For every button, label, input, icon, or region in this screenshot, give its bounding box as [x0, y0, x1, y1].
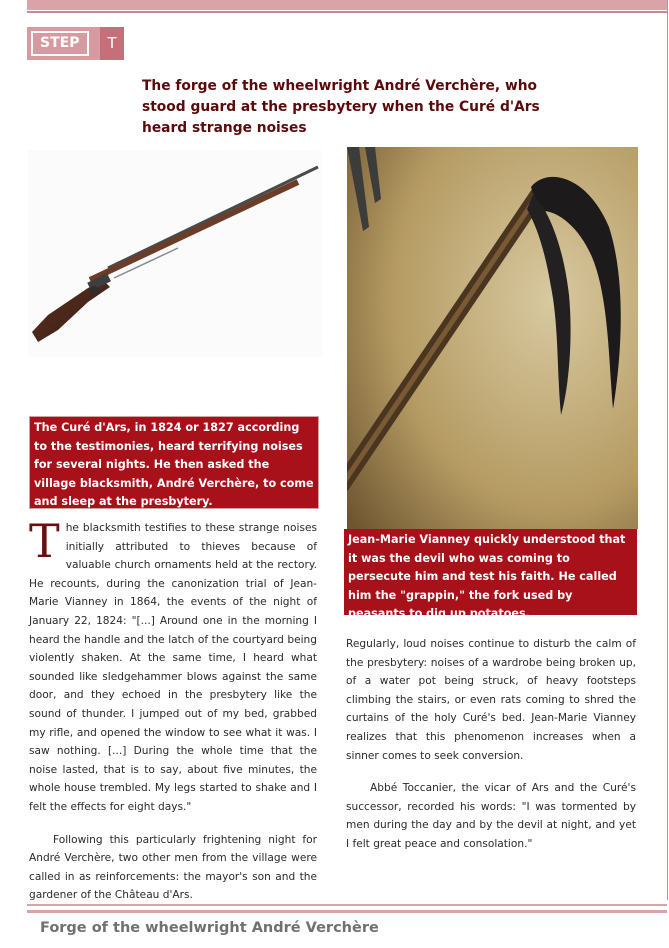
- callout-right: Jean-Marie Vianney quickly understood that it was the devil who was coming to persecute him and test his faith. He called him the "grappin," the fork used by peasants to dig up potatoes.: [344, 529, 637, 615]
- paragraph: Regularly, loud noises continue to disturb the calm of the presbytery: noises of a wardrobe being broken up, of a water pot being struck, of heavy footsteps climbing the stairs, or even rats coming to shred the curtains of the holy Curé's bed. Jean-Marie Vianney realizes that this phenomenon increases when a sinner comes to seek conversion.: [346, 638, 636, 762]
- rifle-photo: [28, 150, 322, 357]
- top-rule: [27, 11, 667, 13]
- page: [27, 0, 667, 948]
- bottom-rule: [27, 904, 667, 906]
- step-tab: T: [100, 27, 124, 60]
- paragraph: [29, 514, 317, 817]
- grappin-photo: [347, 147, 638, 529]
- top-border: [27, 0, 667, 10]
- paragraph: Following this particularly frightening night for André Verchère, two other men from the village were called in as reinforcements: the mayor's son and the gardener of the Château d'Ars.: [29, 833, 317, 902]
- drop-cap: T: [29, 514, 60, 568]
- footer-title: Forge of the wheelwright André Verchère: [40, 920, 379, 936]
- step-badge: [27, 27, 100, 60]
- right-rule: [667, 0, 668, 900]
- left-column: [29, 514, 317, 905]
- step-label: STEP: [31, 31, 89, 56]
- callout-left: The Curé d'Ars, in 1824 or 1827 according to the testimonies, heard terrifying noises for several nights. He then asked the village blacksmith, André Verchère, to come and sleep at the presbytery.: [29, 416, 319, 509]
- grappin-fork-icon: [347, 147, 638, 529]
- bottom-rule: [27, 910, 667, 913]
- paragraph: Abbé Toccanier, the vicar of Ars and the Curé's successor, recorded his words: "I was tormented by men during the day and by the devil at night, and yet I felt great peace and consolation.": [346, 782, 636, 850]
- paragraph-text: he blacksmith testifies to these strange noises initially attributed to thieves because of valuable church ornaments held at the rectory. He recounts, during the canonization trial of Jean-Marie Vianney in 1864, the events of the night of January 22, 1824: "[...] Around one in the morning I heard the handle and the latch of the courtyard being violently shaken. At the same time, I heard what sounded like sledgehammer blows against the same door, and they echoed in the presbytery like the sound of thunder. I jumped out of my bed, grabbed my rifle, and opened the window to see what it was. I saw nothing. [...] During the whole time that the noise lasted, that is to say, about five minutes, the whole house trembled. My legs started to shake and I felt the effects for eight days.": [29, 522, 317, 813]
- right-column: [346, 635, 636, 854]
- page-title: The forge of the wheelwright André Verchère, who stood guard at the presbytery when the Curé d'Ars heard strange noises: [142, 78, 540, 136]
- flintlock-rifle-icon: [28, 150, 322, 357]
